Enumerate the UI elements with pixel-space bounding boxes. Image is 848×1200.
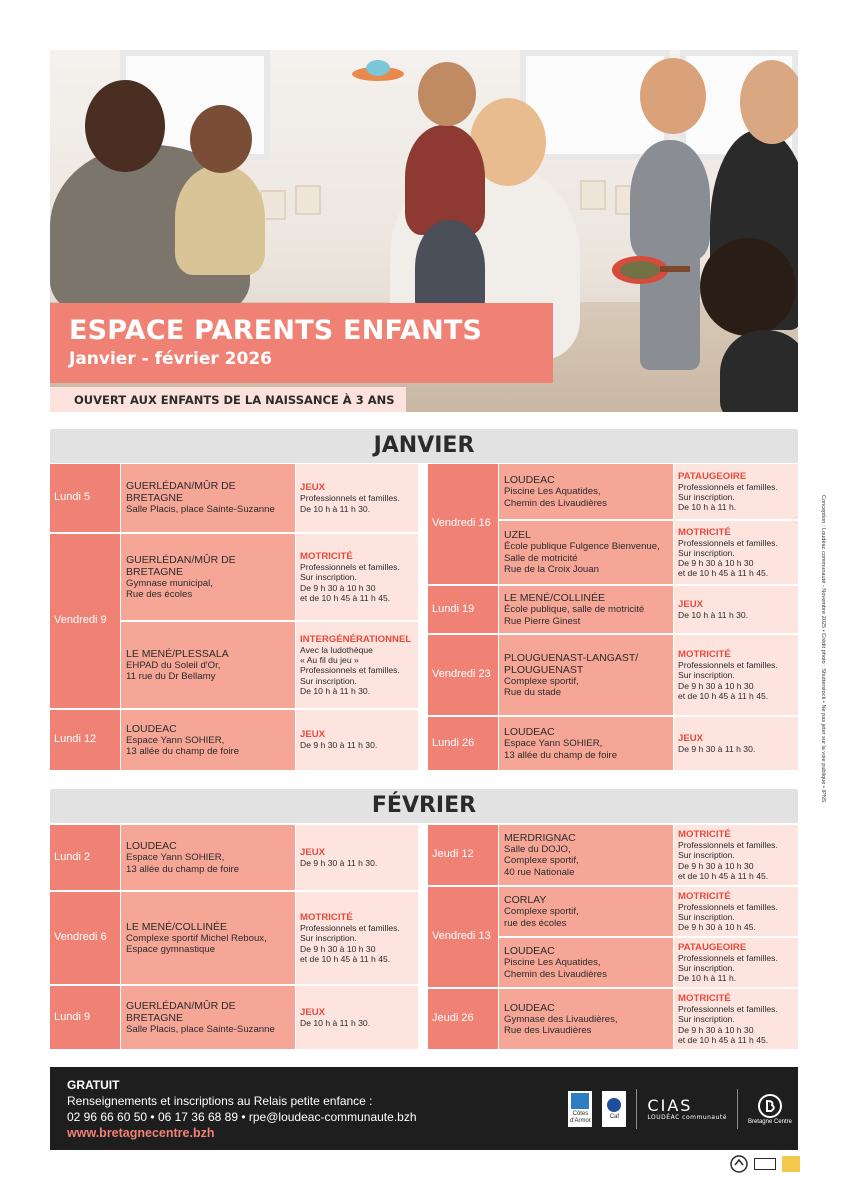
day-cell: Vendredi 9	[50, 534, 120, 708]
place-cell	[499, 521, 673, 584]
day-cell: Lundi 9	[50, 986, 120, 1049]
boy-head	[640, 58, 706, 134]
activity-details: Avec la ludothèque « Au fil du jeu » Professionnels et familles. Sur inscription. De 10 h à 11 h 30.	[300, 644, 400, 696]
activity-cell	[674, 989, 798, 1049]
place-address: Complexe sportif Michel Reboux, Espace gymnastique	[126, 932, 267, 955]
day-cell: Lundi 19	[428, 586, 498, 633]
recycle-icon	[730, 1155, 748, 1173]
activity-type: JEUX	[300, 482, 326, 494]
activity-details: Professionnels et familles. Sur inscription. De 9 h 30 à 10 h 30 et de 10 h 45 à 11 h 45.	[300, 923, 400, 964]
place-cell	[499, 938, 673, 987]
activity-type: PATAUGEOIRE	[678, 941, 747, 953]
activity-cell	[674, 717, 798, 770]
toddler	[175, 165, 265, 275]
contact-text[interactable]: 02 96 66 60 50 • 06 17 36 68 89 • rpe@loudeac-communaute.bzh	[67, 1110, 417, 1124]
affiche-icon	[754, 1158, 776, 1170]
place-name: LOUDEAC	[504, 474, 555, 487]
activity-cell	[674, 464, 798, 519]
credits-text: Conception : Loudéac communauté - Novembre 2025 • Crédit photo : Shutterstock • Ne pas jeter sur la voie publique • IPNS	[820, 495, 826, 803]
place-cell	[121, 534, 295, 620]
activity-cell	[674, 586, 798, 633]
activity-details: Professionnels et familles. Sur inscription. De 9 h 30 à 10 h 30 et de 10 h 45 à 11 h 45.	[678, 537, 778, 579]
activity-type: JEUX	[300, 729, 326, 741]
activity-details: Professionnels et familles. Sur inscription. De 10 h à 11 h.	[678, 952, 778, 984]
activity-type: MOTRICITÉ	[678, 829, 731, 841]
place-cell	[121, 710, 295, 770]
wall-art	[580, 180, 606, 210]
activity-details: De 10 h à 11 h 30.	[678, 609, 749, 620]
place-address: École publique, salle de motricité Rue Pierre Ginest	[504, 604, 645, 627]
month-header-fevrier: FÉVRIER	[50, 789, 798, 823]
triman-icon	[782, 1156, 800, 1172]
place-address: Salle du DOJO, Complexe sportif, 40 rue Nationale	[504, 843, 579, 878]
activity-details: Professionnels et familles. Sur inscription. De 9 h 30 à 10 h 30 et de 10 h 45 à 11 h 45.	[678, 1004, 778, 1045]
place-name: LOUDEAC	[504, 726, 555, 739]
place-name: GUERLÉDAN/MÛR DE BRETAGNE	[126, 480, 236, 505]
place-address: Gymnase municipal, Rue des écoles	[126, 577, 213, 600]
page-subtitle: Janvier - février 2026	[69, 349, 272, 369]
day-cell: Vendredi 16	[428, 464, 498, 584]
place-cell	[121, 825, 295, 890]
place-address: EHPAD du Soleil d'Or, 11 rue du Dr Bellamy	[126, 659, 221, 682]
place-name: LOUDEAC	[504, 945, 555, 958]
wall-art	[295, 185, 321, 215]
place-address: Complexe sportif, rue des écoles	[504, 906, 579, 929]
activity-type: MOTRICITÉ	[300, 912, 353, 924]
place-name: CORLAY	[504, 894, 547, 907]
activity-cell	[296, 622, 418, 708]
place-address: Complexe sportif, Rue du stade	[504, 675, 579, 698]
activity-details: Professionnels et familles. Sur inscription. De 9 h 30 à 10 h 30 et de 10 h 45 à 11 h 45.	[300, 562, 400, 603]
bottom-icons	[730, 1155, 800, 1173]
place-address: Salle Placis, place Sainte-Suzanne	[126, 504, 275, 516]
day-cell: Lundi 26	[428, 717, 498, 770]
website-link[interactable]: www.bretagnecentre.bzh	[67, 1126, 215, 1140]
place-name: GUERLÉDAN/MÛR DE BRETAGNE	[126, 999, 236, 1024]
activity-cell	[674, 887, 798, 936]
activity-type: JEUX	[678, 598, 704, 610]
activity-type: MOTRICITÉ	[678, 993, 731, 1005]
bretagne-centre-logo: Bretagne Centre	[748, 1093, 792, 1125]
activity-details: Professionnels et familles. Sur inscription. De 9 h 30 à 10 h 30 et de 10 h 45 à 11 h 45.	[678, 660, 778, 701]
activity-type: JEUX	[300, 846, 326, 858]
caf-logo: Caf	[602, 1091, 626, 1127]
child-red-shirt	[405, 125, 485, 235]
activity-details: De 9 h 30 à 11 h 30.	[300, 857, 378, 868]
footer	[50, 1067, 798, 1150]
day-cell: Lundi 5	[50, 464, 120, 532]
caregiver-head	[740, 60, 798, 144]
day-cell: Jeudi 12	[428, 825, 498, 885]
activity-details: Professionnels et familles. Sur inscription. De 10 h à 11 h.	[678, 481, 778, 513]
cias-logo: CIAS LOUDÉAC communauté	[647, 1095, 727, 1121]
title-box	[50, 303, 553, 383]
activity-type: MOTRICITÉ	[678, 649, 731, 661]
activity-cell	[296, 534, 418, 620]
activity-cell	[296, 986, 418, 1049]
activity-type: MOTRICITÉ	[678, 890, 731, 902]
activity-details: De 9 h 30 à 11 h 30.	[678, 743, 756, 754]
activity-type: JEUX	[300, 1006, 326, 1018]
place-cell	[499, 464, 673, 519]
place-cell	[499, 717, 673, 770]
place-address: Piscine Les Aquatides, Chemin des Livaudières	[504, 957, 607, 980]
place-name: LOUDEAC	[126, 722, 177, 735]
partner-logos	[568, 1081, 792, 1137]
place-name: PLOUGUENAST-LANGAST/ PLOUGUENAST	[504, 651, 639, 676]
activity-cell	[296, 892, 418, 984]
activity-type: PATAUGEOIRE	[678, 470, 747, 482]
child-curly-head	[700, 238, 796, 336]
info-text: Renseignements et inscriptions au Relais petite enfance :	[67, 1094, 373, 1108]
month-header-janvier: JANVIER	[50, 429, 798, 463]
activity-cell	[296, 464, 418, 532]
activity-cell	[674, 825, 798, 885]
toddler-head	[190, 105, 252, 173]
place-cell	[499, 586, 673, 633]
place-address: Gymnase des Livaudières, Rue des Livaudières	[504, 1013, 618, 1036]
place-name: LE MENÉ/COLLINÉE	[126, 920, 227, 933]
activity-details: Professionnels et familles. De 10 h à 11 h 30.	[300, 493, 400, 514]
place-name: GUERLÉDAN/MÛR DE BRETAGNE	[126, 553, 236, 578]
place-name: LOUDEAC	[504, 1001, 555, 1014]
activity-cell	[674, 938, 798, 987]
place-cell	[121, 622, 295, 708]
toy-guitar	[610, 248, 690, 288]
place-cell	[499, 825, 673, 885]
activity-details: Professionnels et familles. Sur inscription. De 9 h 30 à 10 h 45.	[678, 901, 778, 933]
side-credits	[816, 495, 828, 865]
audience-banner: OUVERT AUX ENFANTS DE LA NAISSANCE À 3 ANS	[50, 387, 406, 412]
activity-cell	[674, 635, 798, 715]
father-head	[85, 80, 165, 172]
place-address: Espace Yann SOHIER, 13 allée du champ de foire	[126, 734, 240, 757]
activity-cell	[296, 710, 418, 770]
boy-overalls	[630, 140, 710, 260]
activity-cell	[296, 825, 418, 890]
logo-divider	[636, 1089, 637, 1129]
place-cell	[499, 635, 673, 715]
free-label: GRATUIT	[67, 1078, 120, 1092]
child-head	[418, 62, 476, 126]
place-name: LE MENÉ/PLESSALA	[126, 647, 229, 660]
page-title: ESPACE PARENTS ENFANTS	[69, 315, 483, 346]
activity-details: Professionnels et familles. Sur inscription. De 9 h 30 à 10 h 30 et de 10 h 45 à 11 h 45.	[678, 840, 778, 881]
place-name: LE MENÉ/COLLINÉE	[504, 592, 605, 605]
child-back	[720, 330, 798, 412]
cotes-darmor-logo: Côtes d'Armor	[568, 1091, 592, 1127]
activity-details: De 9 h 30 à 11 h 30.	[300, 740, 378, 751]
place-cell	[499, 989, 673, 1049]
bretagne-centre-icon	[757, 1093, 783, 1119]
place-cell	[499, 887, 673, 936]
place-address: École publique Fulgence Bienvenue, Salle de motricité Rue de la Croix Jouan	[504, 541, 660, 576]
day-cell: Vendredi 6	[50, 892, 120, 984]
place-name: LOUDEAC	[126, 840, 177, 853]
place-cell	[121, 464, 295, 532]
activity-type: MOTRICITÉ	[300, 551, 353, 563]
place-name: UZEL	[504, 529, 531, 542]
day-cell: Vendredi 13	[428, 887, 498, 987]
place-address: Salle Placis, place Sainte-Suzanne	[126, 1023, 275, 1035]
place-cell	[121, 892, 295, 984]
place-address: Piscine Les Aquatides, Chemin des Livaudières	[504, 486, 607, 509]
day-cell: Lundi 2	[50, 825, 120, 890]
logo-divider	[737, 1089, 738, 1129]
activity-type: INTERGÉNÉRATIONNEL	[300, 633, 412, 645]
place-cell	[121, 986, 295, 1049]
place-address: Espace Yann SOHIER, 13 allée du champ de foire	[504, 738, 618, 761]
activity-type: MOTRICITÉ	[678, 526, 731, 538]
ufo-wall-sticker	[350, 56, 406, 84]
day-cell: Jeudi 26	[428, 989, 498, 1049]
activity-cell	[674, 521, 798, 584]
place-address: Espace Yann SOHIER, 13 allée du champ de foire	[126, 852, 240, 875]
day-cell: Lundi 12	[50, 710, 120, 770]
day-cell: Vendredi 23	[428, 635, 498, 715]
place-name: MERDRIGNAC	[504, 831, 576, 844]
activity-type: JEUX	[678, 732, 704, 744]
activity-details: De 10 h à 11 h 30.	[300, 1017, 371, 1028]
